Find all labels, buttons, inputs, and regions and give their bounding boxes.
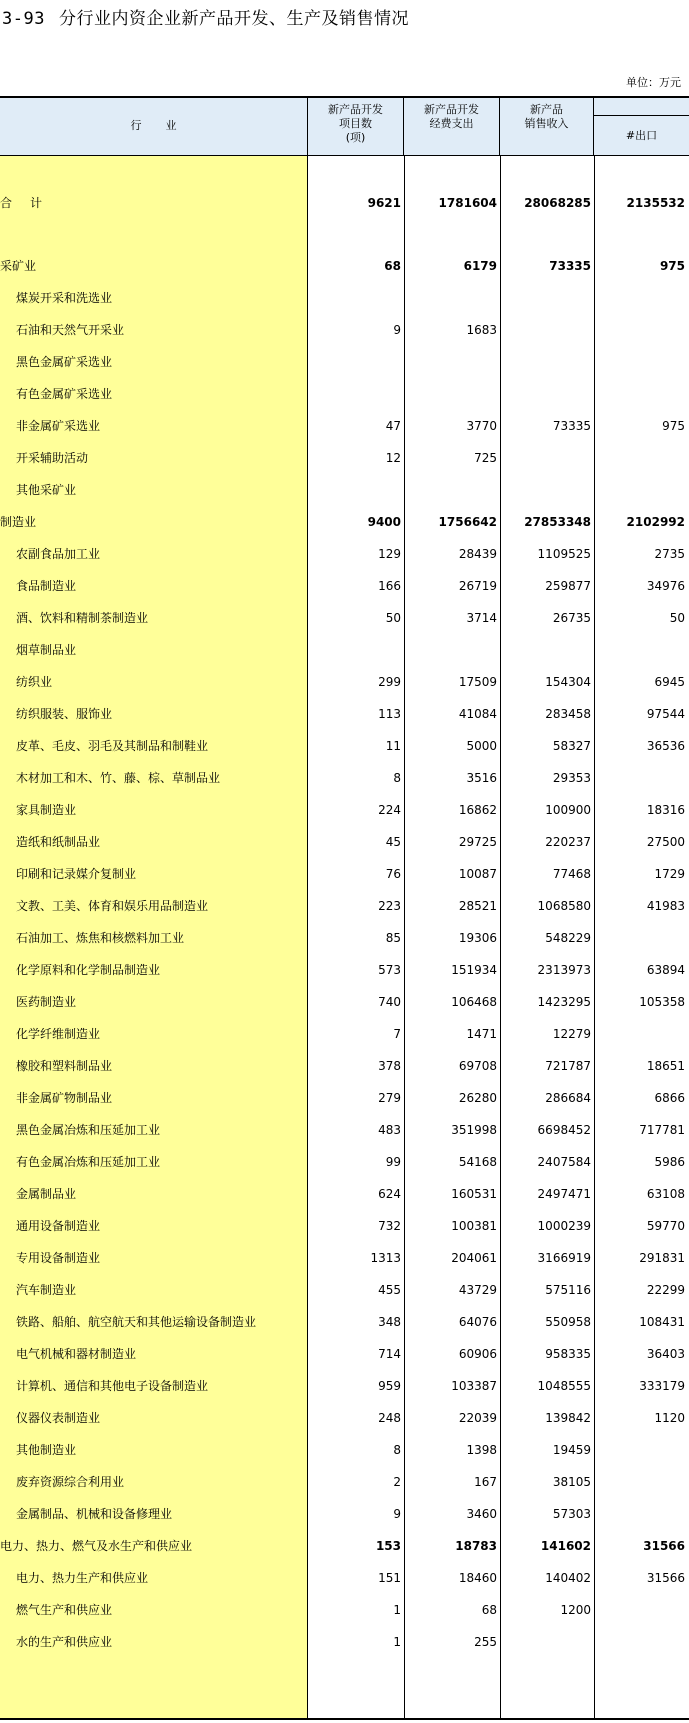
- table-row: [0, 320, 689, 340]
- expenditure-cell: 22039: [458, 1411, 497, 1425]
- header-project-count: [308, 98, 404, 155]
- expenditure-cell: 1756642: [438, 515, 497, 529]
- expenditure-cell: 64076: [458, 1315, 497, 1329]
- row-label: 黑色金属矿采选业: [16, 355, 113, 369]
- project-count-cell: 7: [393, 1027, 401, 1041]
- table-row: [0, 1216, 689, 1236]
- table-row: [0, 448, 689, 468]
- export-cell: 5986: [654, 1155, 685, 1169]
- export-cell: 22299: [646, 1283, 685, 1297]
- header-sales-revenue-line2: 销售收入: [524, 117, 569, 130]
- row-label: 石油和天然气开采业: [16, 323, 125, 337]
- export-cell: 6866: [654, 1091, 685, 1105]
- row-label: 汽车制造业: [16, 1283, 77, 1297]
- row-label: 皮革、毛皮、羽毛及其制品和制鞋业: [16, 739, 209, 753]
- header-project-count-line2: 项目数: [339, 117, 372, 130]
- export-cell: 6945: [654, 675, 685, 689]
- sales-revenue-cell: 2497471: [537, 1187, 591, 1201]
- expenditure-cell: 1398: [466, 1443, 497, 1457]
- row-label: 金属制品、机械和设备修理业: [16, 1507, 173, 1521]
- expenditure-cell: 3460: [466, 1507, 497, 1521]
- project-count-cell: 455: [378, 1283, 401, 1297]
- project-count-cell: 99: [385, 1155, 401, 1169]
- row-label: 制造业: [0, 515, 37, 529]
- table-row: [0, 864, 689, 884]
- project-count-cell: 76: [385, 867, 401, 881]
- table-row: [0, 1632, 689, 1652]
- project-count-cell: 151: [378, 1571, 401, 1585]
- table-row: [0, 1536, 689, 1556]
- row-label: 有色金属冶炼和压延加工业: [16, 1155, 161, 1169]
- row-label: 专用设备制造业: [16, 1251, 101, 1265]
- row-label: 黑色金属冶炼和压延加工业: [16, 1123, 161, 1137]
- project-count-cell: 959: [378, 1379, 401, 1393]
- expenditure-cell: 54168: [458, 1155, 497, 1169]
- export-cell: 36403: [646, 1347, 685, 1361]
- header-dev-expenditure-line2: 经费支出: [429, 117, 474, 130]
- sales-revenue-cell: 27853348: [524, 515, 591, 529]
- sales-revenue-cell: 721787: [545, 1059, 591, 1073]
- table-row: [0, 1376, 689, 1396]
- table-bottom-rule: [0, 1718, 689, 1720]
- row-label: 纺织服装、服饰业: [16, 707, 113, 721]
- project-count-cell: 279: [378, 1091, 401, 1105]
- export-cell: 975: [662, 419, 685, 433]
- header-sales-revenue-line1: 新产品: [530, 103, 563, 116]
- sales-revenue-cell: 154304: [545, 675, 591, 689]
- table-row: [0, 512, 689, 532]
- table-row: [0, 928, 689, 948]
- project-count-cell: 1: [393, 1635, 401, 1649]
- row-label: 电力、热力生产和供应业: [16, 1571, 149, 1585]
- project-count-cell: 8: [393, 771, 401, 785]
- expenditure-cell: 3770: [466, 419, 497, 433]
- sales-revenue-cell: 19459: [552, 1443, 591, 1457]
- expenditure-cell: 106468: [451, 995, 497, 1009]
- project-count-cell: 348: [378, 1315, 401, 1329]
- sales-revenue-cell: 12279: [552, 1027, 591, 1041]
- export-cell: 63894: [646, 963, 685, 977]
- expenditure-cell: 60906: [458, 1347, 497, 1361]
- row-label: 酒、饮料和精制茶制造业: [16, 611, 149, 625]
- row-label: 农副食品加工业: [16, 547, 101, 561]
- expenditure-cell: 19306: [458, 931, 497, 945]
- unit-label: 单位：万元: [626, 76, 681, 89]
- row-label: 纺织业: [16, 675, 53, 689]
- project-count-cell: 129: [378, 547, 401, 561]
- sales-revenue-cell: 58327: [552, 739, 591, 753]
- expenditure-cell: 103387: [451, 1379, 497, 1393]
- table-row: [0, 1120, 689, 1140]
- row-label: 煤炭开采和洗选业: [16, 291, 113, 305]
- table-row: [0, 384, 689, 404]
- export-cell: 59770: [646, 1219, 685, 1233]
- table-row: [0, 1248, 689, 1268]
- header-project-count-line1: 新产品开发: [328, 103, 383, 116]
- expenditure-cell: 5000: [466, 739, 497, 753]
- sales-revenue-cell: 1200: [560, 1603, 591, 1617]
- export-cell: 50: [669, 611, 685, 625]
- row-label: 化学原料和化学制品制造业: [16, 963, 161, 977]
- table-row: [0, 800, 689, 820]
- sales-revenue-cell: 6698452: [537, 1123, 591, 1137]
- expenditure-cell: 351998: [451, 1123, 497, 1137]
- header-sales-revenue: [500, 98, 594, 155]
- sales-revenue-cell: 28068285: [524, 196, 591, 210]
- export-cell: 63108: [646, 1187, 685, 1201]
- table-row: [0, 768, 689, 788]
- row-label: 采矿业: [0, 259, 37, 273]
- row-label: 计算机、通信和其他电子设备制造业: [16, 1379, 209, 1393]
- sales-revenue-cell: 29353: [552, 771, 591, 785]
- row-label: 非金属矿采选业: [16, 419, 101, 433]
- expenditure-cell: 151934: [451, 963, 497, 977]
- table-row: [0, 1056, 689, 1076]
- row-label: 铁路、船舶、航空航天和其他运输设备制造业: [16, 1315, 257, 1329]
- expenditure-cell: 3516: [466, 771, 497, 785]
- row-label: 仪器仪表制造业: [16, 1411, 101, 1425]
- sales-revenue-cell: 548229: [545, 931, 591, 945]
- project-count-cell: 1313: [370, 1251, 401, 1265]
- expenditure-cell: 255: [474, 1635, 497, 1649]
- header-dev-expenditure-line1: 新产品开发: [424, 103, 479, 116]
- row-label: 文教、工美、体育和娱乐用品制造业: [16, 899, 209, 913]
- header-export: [594, 98, 689, 155]
- project-count-cell: 2: [393, 1475, 401, 1489]
- export-cell: 2135532: [626, 196, 685, 210]
- project-count-cell: 9: [393, 1507, 401, 1521]
- table-row: [0, 576, 689, 596]
- row-label: 电力、热力、燃气及水生产和供应业: [0, 1539, 193, 1553]
- export-cell: 2735: [654, 547, 685, 561]
- table-row: [0, 672, 689, 692]
- sales-revenue-cell: 958335: [545, 1347, 591, 1361]
- project-count-cell: 732: [378, 1219, 401, 1233]
- table-row: [0, 992, 689, 1012]
- table-row: [0, 193, 689, 213]
- project-count-cell: 8: [393, 1443, 401, 1457]
- expenditure-cell: 1781604: [438, 196, 497, 210]
- project-count-cell: 483: [378, 1123, 401, 1137]
- expenditure-cell: 3714: [466, 611, 497, 625]
- export-cell: 97544: [646, 707, 685, 721]
- project-count-cell: 68: [384, 259, 401, 273]
- sales-revenue-cell: 77468: [552, 867, 591, 881]
- export-cell: 36536: [646, 739, 685, 753]
- expenditure-cell: 100381: [451, 1219, 497, 1233]
- project-count-cell: 1: [393, 1603, 401, 1617]
- table-row: [0, 832, 689, 852]
- table-row: [0, 896, 689, 916]
- row-label: 木材加工和木、竹、藤、棕、草制品业: [16, 771, 221, 785]
- table-row: [0, 256, 689, 276]
- table-row: [0, 352, 689, 372]
- sales-revenue-cell: 73335: [549, 259, 591, 273]
- sales-revenue-cell: 1048555: [537, 1379, 591, 1393]
- export-cell: 34976: [646, 579, 685, 593]
- table-row: [0, 1568, 689, 1588]
- sales-revenue-cell: 1068580: [537, 899, 591, 913]
- expenditure-cell: 204061: [451, 1251, 497, 1265]
- project-count-cell: 573: [378, 963, 401, 977]
- table-row: [0, 1440, 689, 1460]
- project-count-cell: 113: [378, 707, 401, 721]
- export-cell: 108431: [639, 1315, 685, 1329]
- expenditure-cell: 69708: [458, 1059, 497, 1073]
- export-cell: 1120: [654, 1411, 685, 1425]
- table-row: [0, 736, 689, 756]
- expenditure-cell: 26719: [458, 579, 497, 593]
- expenditure-cell: 28439: [458, 547, 497, 561]
- export-cell: 717781: [639, 1123, 685, 1137]
- export-cell: 41983: [646, 899, 685, 913]
- export-cell: 31566: [646, 1571, 685, 1585]
- expenditure-cell: 29725: [458, 835, 497, 849]
- project-count-cell: 50: [385, 611, 401, 625]
- expenditure-cell: 26280: [458, 1091, 497, 1105]
- row-label: 其他制造业: [16, 1443, 77, 1457]
- table-row: [0, 1600, 689, 1620]
- sales-revenue-cell: 1109525: [537, 547, 591, 561]
- table-row: [0, 1472, 689, 1492]
- sales-revenue-cell: 1000239: [537, 1219, 591, 1233]
- sales-revenue-cell: 550958: [545, 1315, 591, 1329]
- export-cell: 27500: [646, 835, 685, 849]
- row-label: 开采辅助活动: [16, 451, 89, 465]
- sales-revenue-cell: 283458: [545, 707, 591, 721]
- expenditure-cell: 10087: [458, 867, 497, 881]
- project-count-cell: 378: [378, 1059, 401, 1073]
- project-count-cell: 12: [385, 451, 401, 465]
- project-count-cell: 153: [375, 1539, 401, 1553]
- table-row: [0, 1280, 689, 1300]
- expenditure-cell: 18783: [455, 1539, 497, 1553]
- expenditure-cell: 160531: [451, 1187, 497, 1201]
- row-label: 石油加工、炼焦和核燃料加工业: [16, 931, 185, 945]
- header-industry: [0, 98, 308, 155]
- row-label: 造纸和纸制品业: [16, 835, 101, 849]
- sales-revenue-cell: 2313973: [537, 963, 591, 977]
- expenditure-cell: 6179: [463, 259, 497, 273]
- sales-revenue-cell: 57303: [552, 1507, 591, 1521]
- project-count-cell: 248: [378, 1411, 401, 1425]
- row-label: 烟草制品业: [16, 643, 77, 657]
- sales-revenue-cell: 26735: [552, 611, 591, 625]
- table-row: [0, 960, 689, 980]
- table-row: [0, 1312, 689, 1332]
- export-cell: 31566: [643, 1539, 685, 1553]
- expenditure-cell: 167: [474, 1475, 497, 1489]
- row-label: 燃气生产和供应业: [16, 1603, 113, 1617]
- row-label: 电气机械和器材制造业: [16, 1347, 137, 1361]
- expenditure-cell: 17509: [458, 675, 497, 689]
- row-label: 食品制造业: [16, 579, 77, 593]
- row-label: 医药制造业: [16, 995, 77, 1009]
- row-label: 合计: [0, 196, 61, 210]
- project-count-cell: 85: [385, 931, 401, 945]
- table-row: [0, 1152, 689, 1172]
- table-row: [0, 1184, 689, 1204]
- row-label: 化学纤维制造业: [16, 1027, 101, 1041]
- project-count-cell: 714: [378, 1347, 401, 1361]
- table-title: [2, 4, 409, 29]
- table-row: [0, 288, 689, 308]
- row-label: 家具制造业: [16, 803, 77, 817]
- table-row: [0, 1024, 689, 1044]
- row-label: 水的生产和供应业: [16, 1635, 113, 1649]
- project-count-cell: 223: [378, 899, 401, 913]
- row-label: 橡胶和塑料制品业: [16, 1059, 113, 1073]
- table-row: [0, 1504, 689, 1524]
- sales-revenue-cell: 139842: [545, 1411, 591, 1425]
- project-count-cell: 166: [378, 579, 401, 593]
- row-label: 非金属矿物制品业: [16, 1091, 113, 1105]
- export-cell: 105358: [639, 995, 685, 1009]
- expenditure-cell: 18460: [458, 1571, 497, 1585]
- header-industry-label: 行业: [130, 119, 201, 132]
- project-count-cell: 624: [378, 1187, 401, 1201]
- sales-revenue-cell: 259877: [545, 579, 591, 593]
- export-cell: 1729: [654, 867, 685, 881]
- project-count-cell: 224: [378, 803, 401, 817]
- sales-revenue-cell: 3166919: [537, 1251, 591, 1265]
- export-cell: 2102992: [626, 515, 685, 529]
- header-project-count-line3: (项): [345, 131, 366, 144]
- expenditure-cell: 1471: [466, 1027, 497, 1041]
- row-label: 废弃资源综合利用业: [16, 1475, 125, 1489]
- table-row: [0, 640, 689, 660]
- table-title-text: 分行业内资企业新产品开发、生产及销售情况: [58, 9, 409, 29]
- sales-revenue-cell: 575116: [545, 1283, 591, 1297]
- project-count-cell: 45: [385, 835, 401, 849]
- export-cell: 18651: [646, 1059, 685, 1073]
- sales-revenue-cell: 140402: [545, 1571, 591, 1585]
- project-count-cell: 9400: [367, 515, 401, 529]
- table-number: 3-93: [2, 9, 45, 29]
- expenditure-cell: 1683: [466, 323, 497, 337]
- row-label: 印刷和记录媒介复制业: [16, 867, 137, 881]
- export-cell: 18316: [646, 803, 685, 817]
- project-count-cell: 9621: [367, 196, 401, 210]
- expenditure-cell: 725: [474, 451, 497, 465]
- expenditure-cell: 43729: [458, 1283, 497, 1297]
- table-row: [0, 608, 689, 628]
- project-count-cell: 47: [385, 419, 401, 433]
- table-row: [0, 480, 689, 500]
- table-row: [0, 704, 689, 724]
- export-cell: 333179: [639, 1379, 685, 1393]
- export-cell: 975: [659, 259, 685, 273]
- sales-revenue-cell: 100900: [545, 803, 591, 817]
- sales-revenue-cell: 38105: [552, 1475, 591, 1489]
- row-label: 其他采矿业: [16, 483, 77, 497]
- table-row: [0, 416, 689, 436]
- project-count-cell: 11: [385, 739, 401, 753]
- project-count-cell: 9: [393, 323, 401, 337]
- export-cell: 291831: [639, 1251, 685, 1265]
- sales-revenue-cell: 220237: [545, 835, 591, 849]
- table-row: [0, 1088, 689, 1108]
- row-label: 金属制品业: [16, 1187, 77, 1201]
- project-count-cell: 299: [378, 675, 401, 689]
- expenditure-cell: 16862: [458, 803, 497, 817]
- project-count-cell: 740: [378, 995, 401, 1009]
- expenditure-cell: 68: [481, 1603, 497, 1617]
- sales-revenue-cell: 141602: [540, 1539, 591, 1553]
- row-label: 有色金属矿采选业: [16, 387, 113, 401]
- expenditure-cell: 28521: [458, 899, 497, 913]
- table-row: [0, 544, 689, 564]
- table-row: [0, 1408, 689, 1428]
- sales-revenue-cell: 73335: [552, 419, 591, 433]
- header-export-label: #出口: [594, 115, 689, 155]
- row-label: 通用设备制造业: [16, 1219, 101, 1233]
- table-row: [0, 1344, 689, 1364]
- sales-revenue-cell: 1423295: [537, 995, 591, 1009]
- header-dev-expenditure: [404, 98, 500, 155]
- sales-revenue-cell: 2407584: [537, 1155, 591, 1169]
- sales-revenue-cell: 286684: [545, 1091, 591, 1105]
- expenditure-cell: 41084: [458, 707, 497, 721]
